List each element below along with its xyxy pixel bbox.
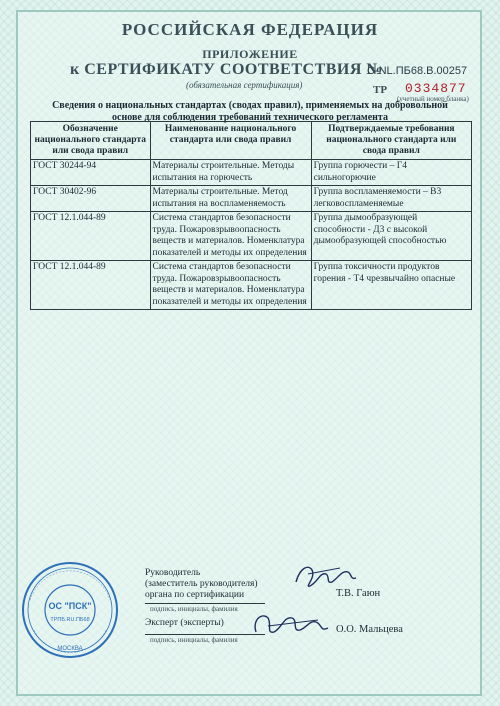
head-signature-caption: подпись, инициалы, фамилия bbox=[150, 605, 238, 613]
head-signatory-label bbox=[145, 568, 258, 601]
table-row bbox=[31, 186, 472, 212]
cell-standard-name: Система стандартов безопасности труда. Пожаровзрывоопасность веществ и материалов. Номенклатура показателей и методы их определения bbox=[150, 261, 311, 310]
blank-number-caption: (учетный номер бланка) bbox=[397, 95, 469, 103]
head-name: Т.В. Гаюн bbox=[336, 588, 381, 599]
cell-designation: ГОСТ 30244-94 bbox=[31, 160, 151, 186]
cell-designation: ГОСТ 12.1.044-89 bbox=[31, 212, 151, 261]
stamp-code-text: ТРПБ.RU.ПБ68 bbox=[50, 617, 90, 623]
blank-number: 0334877 bbox=[405, 81, 467, 96]
certification-type: (обязательная сертификация) bbox=[186, 80, 303, 90]
head-title-line1: Руководитель bbox=[145, 568, 201, 578]
stamp-center-text: ОС "ПСК" bbox=[48, 601, 92, 611]
standards-table bbox=[30, 121, 472, 310]
cell-standard-name: Система стандартов безопасности труда. Пожаровзрывоопасность веществ и материалов. Номенклатура показателей и методы их определения bbox=[150, 212, 311, 261]
table-header-row bbox=[31, 122, 472, 160]
certificate-number: C-NL.ПБ68.В.00257 bbox=[367, 65, 468, 77]
expert-label: Эксперт (эксперты) bbox=[145, 618, 224, 628]
standards-intro: Сведения о национальных стандартах (сводах правил), применяемых на добровольной основе для соблюдения требований технического регламента bbox=[52, 100, 448, 123]
country-heading: РОССИЙСКАЯ ФЕДЕРАЦИЯ bbox=[121, 20, 379, 39]
cell-standard-name: Материалы строительные. Метод испытания на воспламеняемость bbox=[150, 186, 311, 212]
head-title-line3: органа по сертификации bbox=[145, 590, 245, 600]
expert-name: О.О. Мальцева bbox=[336, 624, 403, 635]
expert-signature-underline bbox=[145, 634, 265, 635]
table-row bbox=[31, 261, 472, 310]
header-standard-name: Наименование национального стандарта или свода правил bbox=[150, 122, 311, 160]
table-row bbox=[31, 160, 472, 186]
cell-designation: ГОСТ 12.1.044-89 bbox=[31, 261, 151, 310]
stamp-city-text: МОСКВА bbox=[57, 646, 83, 652]
appendix-heading: ПРИЛОЖЕНИЕ bbox=[202, 47, 298, 61]
expert-signature-caption: подпись, инициалы, фамилия bbox=[150, 636, 238, 644]
header-designation: Обозначение национального стандарта или свода правил bbox=[31, 122, 151, 160]
expert-signature bbox=[248, 606, 332, 644]
header-requirements: Подтверждаемые требования национального стандарта или свода правил bbox=[311, 122, 471, 160]
cell-designation: ГОСТ 30402-96 bbox=[31, 186, 151, 212]
cell-requirements: Группа токсичности продуктов горения - Т4 чрезвычайно опасные bbox=[311, 261, 471, 310]
blank-series: ТР bbox=[373, 84, 388, 96]
cell-requirements: Группа воспламеняемости – В3 легковоспламеняемые bbox=[311, 186, 471, 212]
head-title-line2: (заместитель руководителя) bbox=[145, 579, 258, 589]
certification-stamp bbox=[20, 560, 120, 660]
cell-requirements: Группа дымообразующей способности - Д3 с высокой дымообразующей способностью bbox=[311, 212, 471, 261]
cell-standard-name: Материалы строительные. Методы испытания на горючесть bbox=[150, 160, 311, 186]
table-row bbox=[31, 212, 472, 261]
head-signature-underline bbox=[145, 603, 265, 604]
cell-requirements: Группа горючести – Г4 сильногорючие bbox=[311, 160, 471, 186]
certificate-title: к СЕРТИФИКАТУ СООТВЕТСТВИЯ № bbox=[70, 61, 383, 78]
